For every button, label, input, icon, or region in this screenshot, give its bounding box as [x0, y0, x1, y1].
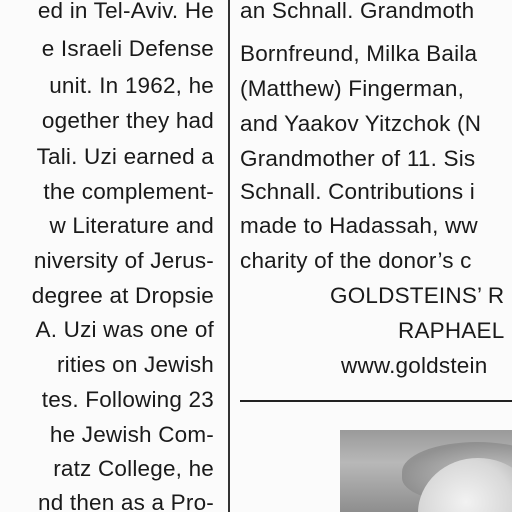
- left-text-line: w Literature and: [49, 213, 214, 238]
- right-text-line: charity of the donor’s c: [240, 248, 472, 273]
- left-text-line: the complement-: [43, 179, 214, 204]
- right-text-line: an Schnall. Grandmoth: [240, 0, 475, 23]
- left-text-line: rities on Jewish: [56, 352, 214, 377]
- left-text-line: unit. In 1962, he: [49, 73, 214, 98]
- left-text-line: Tali. Uzi earned a: [36, 144, 214, 169]
- funeral-home-city: RAPHAEL: [398, 318, 505, 343]
- left-text-line: tes. Following 23: [41, 387, 214, 412]
- left-text-line: nd then as a Pro-: [37, 490, 214, 512]
- column-divider: [228, 0, 230, 512]
- left-text-line: degree at Dropsie: [31, 283, 214, 308]
- left-text-line: ratz College, he: [53, 456, 214, 481]
- obituary-left-column: [0, 0, 214, 512]
- funeral-home-name: GOLDSTEINS’ R: [330, 283, 505, 308]
- right-text-line: (Matthew) Fingerman,: [240, 76, 465, 101]
- section-divider: [240, 400, 512, 402]
- left-text-line: he Jewish Com-: [49, 422, 214, 447]
- left-text-line: A. Uzi was one of: [35, 317, 214, 342]
- right-text-line: Grandmother of 11. Sis: [240, 146, 476, 171]
- portrait-photo: [340, 430, 512, 512]
- left-text-line: ogether they had: [41, 108, 214, 133]
- right-text-line: made to Hadassah, ww: [240, 213, 478, 238]
- left-text-line: niversity of Jerus-: [33, 248, 214, 273]
- left-text-line: ed in Tel-Aviv. He: [37, 0, 214, 23]
- right-text-line: Bornfreund, Milka Baila: [240, 41, 478, 66]
- right-text-line: and Yaakov Yitzchok (N: [240, 111, 482, 136]
- left-text-line: e Israeli Defense: [41, 36, 214, 61]
- right-text-line: Schnall. Contributions i: [240, 179, 475, 204]
- funeral-home-website: www.goldstein: [341, 353, 488, 378]
